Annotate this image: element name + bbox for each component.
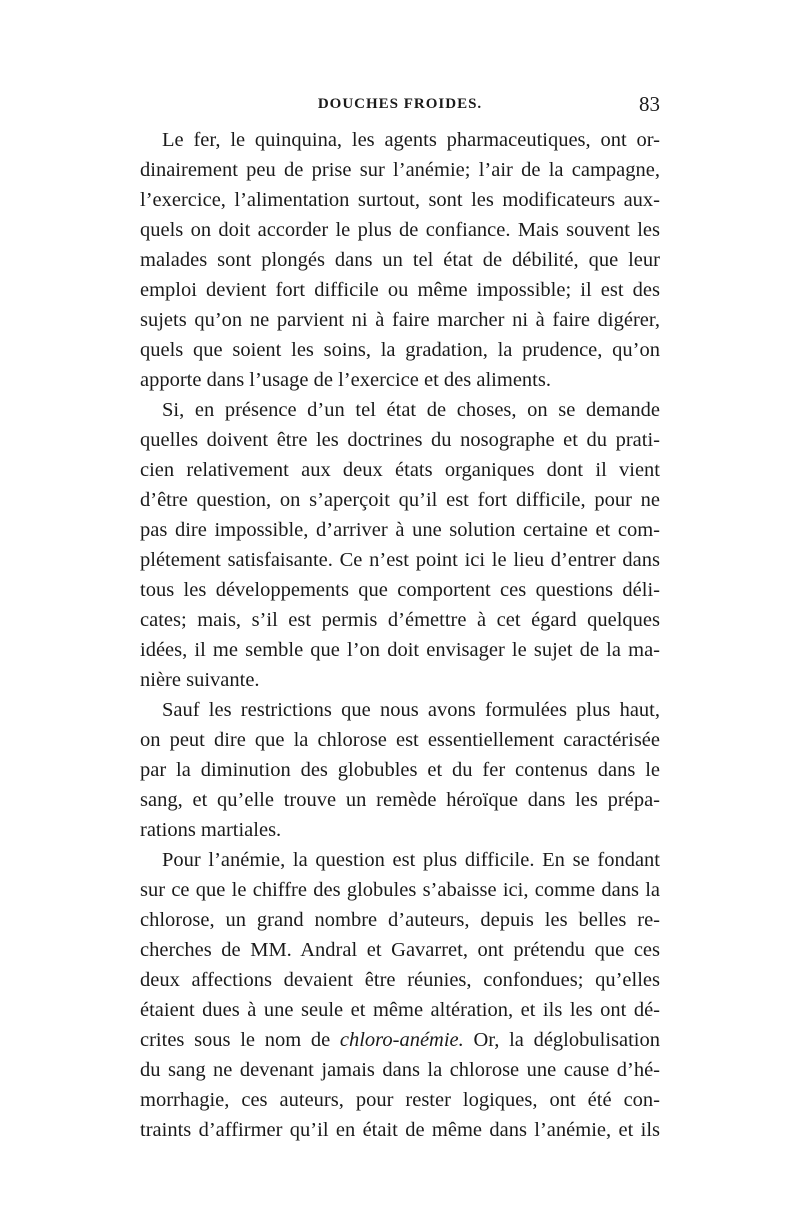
text-line: d’être question, on s’aperçoit qu’il est fort difficile, pour ne [140, 489, 660, 511]
italic-term: chloro-anémie. [339, 1029, 464, 1051]
text-line: idées, il me semble que l’on doit envisager le sujet de la ma- [140, 639, 660, 661]
running-title: DOUCHES FROIDES. [317, 96, 483, 112]
text-line: étaient dues à une seule et même altération, et ils les ont dé- [140, 999, 660, 1021]
page-number: 83 [639, 92, 660, 116]
text-segment: crites sous le nom de [140, 1029, 340, 1051]
text-line: Si, en présence d’un tel état de choses, on se demande [162, 399, 660, 421]
text-line [140, 1025, 660, 1055]
text-line: Pour l’anémie, la question est plus difficile. En se fondant [162, 849, 660, 871]
text-line: emploi devient fort difficile ou même impossible; il est des [140, 279, 660, 301]
text-line: l’exercice, l’alimentation surtout, sont les modificateurs aux- [140, 189, 660, 211]
text-line: sur ce que le chiffre des globules s’abaisse ici, comme dans la [140, 879, 660, 901]
text-line: quelles doivent être les doctrines du nosographe et du prati- [140, 429, 660, 451]
text-line: dinairement peu de prise sur l’anémie; l’air de la campagne, [140, 159, 660, 181]
text-line: quels on doit accorder le plus de confiance. Mais souvent les [140, 219, 660, 241]
body-text [140, 125, 660, 1145]
text-line: du sang ne devenant jamais dans la chlorose une cause d’hé- [140, 1059, 660, 1081]
text-line: nière suivante. [140, 669, 260, 691]
text-segment: Or, la déglobulisation [463, 1029, 660, 1051]
text-line: rations martiales. [140, 819, 282, 841]
text-line: malades sont plongés dans un tel état de débilité, que leur [140, 249, 660, 271]
text-line: traints d’affirmer qu’il en était de même dans l’anémie, et ils [140, 1119, 660, 1141]
text-line: quels que soient les soins, la gradation, la prudence, qu’on [140, 339, 660, 361]
text-line: par la diminution des globubles et du fer contenus dans le [140, 759, 660, 781]
text-line: deux affections devaient être réunies, confondues; qu’elles [140, 969, 660, 991]
text-line: tous les développements que comportent ces questions déli- [140, 579, 660, 601]
text-line: plétement satisfaisante. Ce n’est point ici le lieu d’entrer dans [140, 549, 660, 571]
text-line: chlorose, un grand nombre d’auteurs, depuis les belles re- [140, 909, 660, 931]
running-head [140, 92, 660, 120]
text-line: Sauf les restrictions que nous avons formulées plus haut, [162, 699, 660, 721]
text-line: cien relativement aux deux états organiques dont il vient [140, 459, 660, 481]
text-line: sujets qu’on ne parvient ni à faire marcher ni à faire digérer, [140, 309, 660, 331]
text-line: cherches de MM. Andral et Gavarret, ont prétendu que ces [140, 939, 660, 961]
text-line: on peut dire que la chlorose est essentiellement caractérisée [140, 729, 660, 751]
text-line: pas dire impossible, d’arriver à une solution certaine et com- [140, 519, 660, 541]
text-line: apporte dans l’usage de l’exercice et des aliments. [140, 369, 551, 391]
text-line: sang, et qu’elle trouve un remède héroïque dans les prépa- [140, 789, 660, 811]
text-line: morrhagie, ces auteurs, pour rester logiques, ont été con- [140, 1089, 660, 1111]
text-line: cates; mais, s’il est permis d’émettre à cet égard quelques [140, 609, 660, 631]
text-line: Le fer, le quinquina, les agents pharmaceutiques, ont or- [162, 129, 660, 151]
